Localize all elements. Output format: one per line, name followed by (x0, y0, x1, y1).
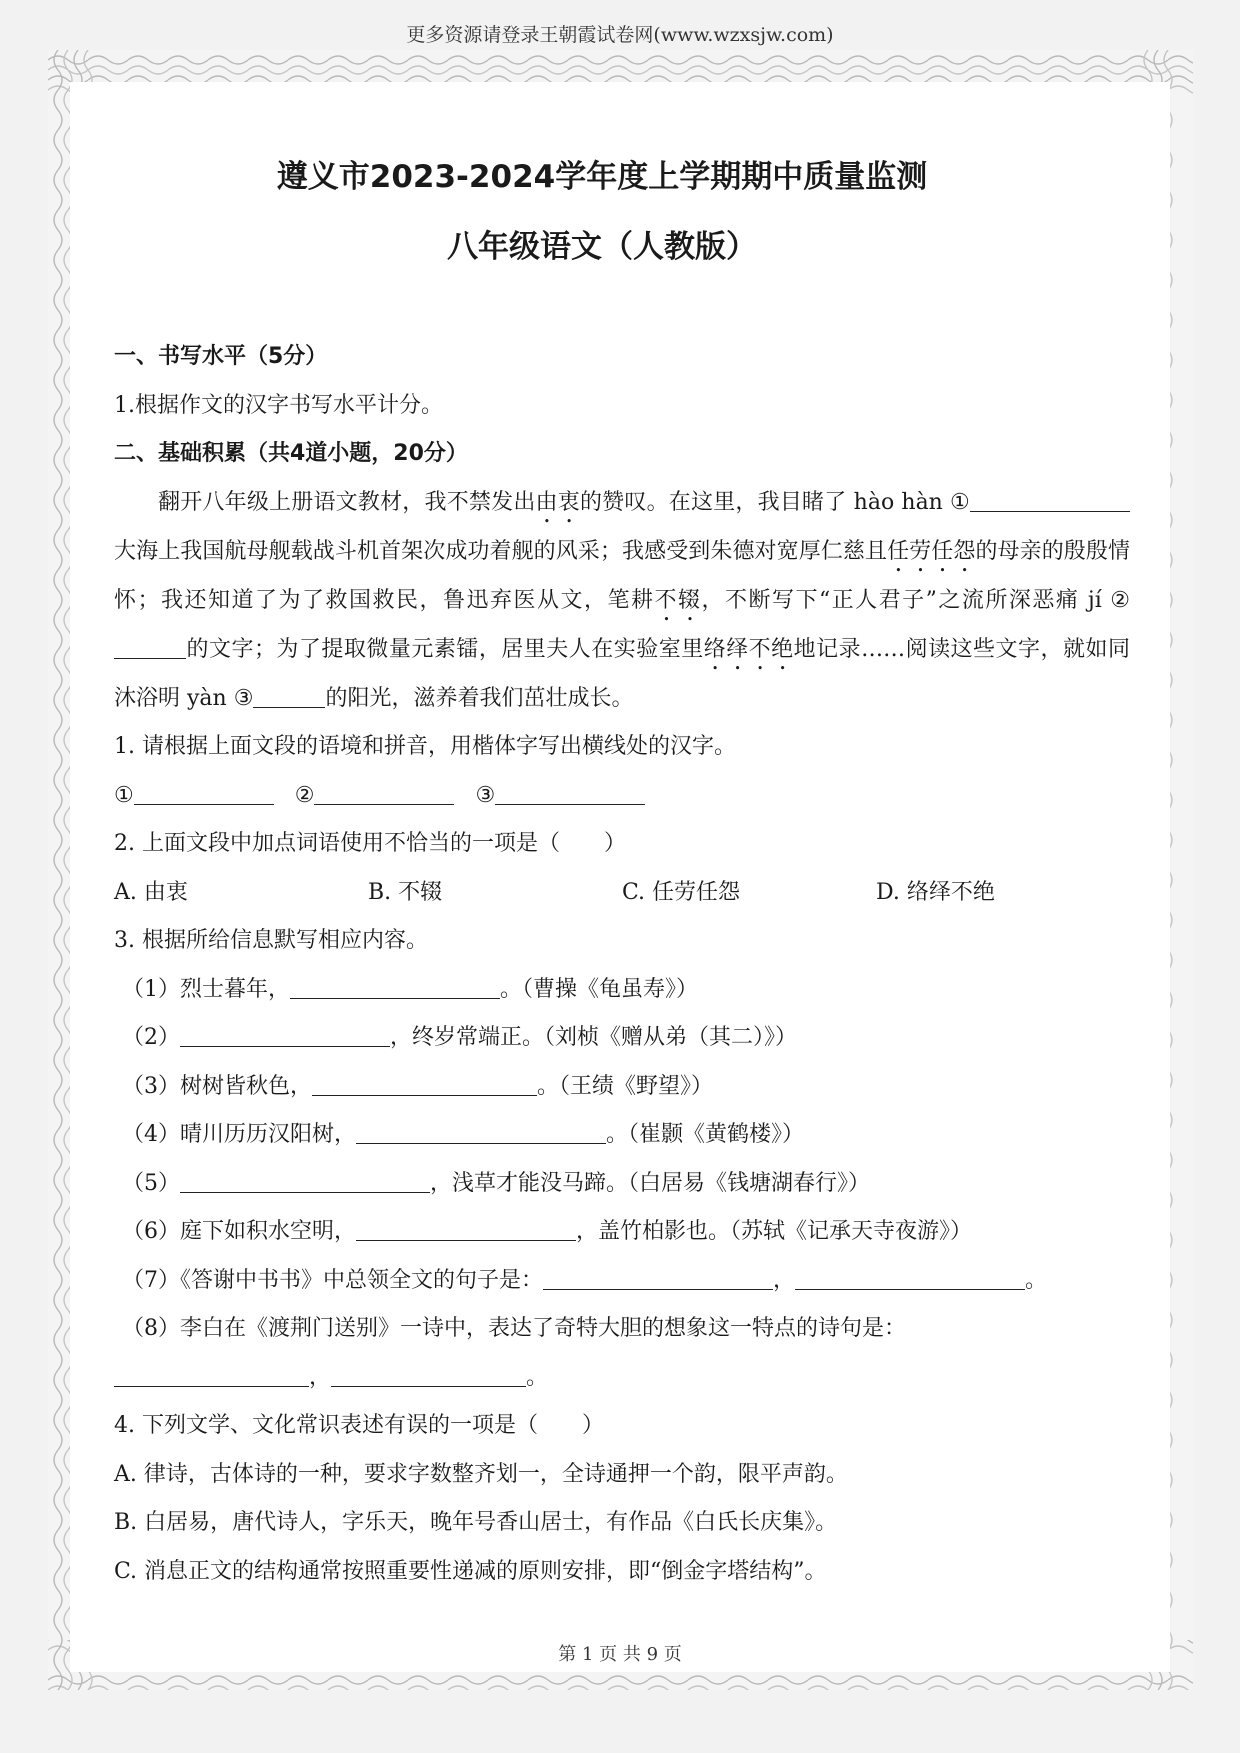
answer-blank-1[interactable] (970, 487, 1130, 512)
source-note: 更多资源请登录王朝霞试卷网(www.wzxsjw.com) (406, 24, 834, 46)
question-4-option-b[interactable]: B. 白居易，唐代诗人，字乐天，晚年号香山居士，有作品《白氏长庆集》。 (114, 1510, 838, 1535)
section-2-heading: 二、基础积累（共4道小题，20分） (114, 441, 468, 466)
question-2-options (114, 869, 1130, 918)
answer-field-1[interactable] (134, 780, 274, 805)
recitation-blank[interactable] (356, 1216, 576, 1241)
recitation-blank[interactable] (290, 974, 500, 999)
section-1-heading: 一、书写水平（5分） (114, 344, 328, 369)
question-1-answers: ① ② ③ (114, 772, 1130, 821)
recitation-blank[interactable] (114, 1362, 309, 1387)
question-2: 2. 上面文段中加点词语使用不恰当的一项是（ ） (114, 831, 626, 856)
recitation-item: （8）李白在《渡荆门送别》一诗中，表达了奇特大胆的想象这一特点的诗句是： (122, 1316, 906, 1341)
recitation-blank[interactable] (312, 1071, 537, 1096)
reading-passage: 翻开八年级上册语文教材，我不禁发出由衷的赞叹。在这里，我目睹了 hào hàn ① 大海上我国航母舰载战斗机首架次成功着舰的风采；我感受到朱德对宽厚仁慈且任劳任怨的母亲的殷殷情怀；我还知道了为了救国救民，鲁迅弃医从文，笔耕不辍，不断写下“正人君子”之流所深恶痛 jí ②的文字；为了提取微量元素镭，居里夫人在实验室里络绎不绝地记录……阅读这些文字，就如同沐浴明 yàn ③ 的阳光，滋养着我们茁壮成长。 (114, 479, 1130, 724)
answer-blank-2[interactable] (114, 634, 186, 659)
question-1: 1. 请根据上面文段的语境和拼音，用楷体字写出横线处的汉字。 (114, 734, 736, 759)
recitation-item: （2） ，终岁常端正。（刘桢《赠从弟（其二）》） (114, 1014, 1130, 1063)
exam-title: 遵义市2023-2024学年度上学期期中质量监测 (276, 159, 928, 195)
recitation-blank[interactable] (356, 1119, 606, 1144)
question-3: 3. 根据所给信息默写相应内容。 (114, 928, 428, 953)
recitation-item: （6）庭下如积水空明， ，盖竹柏影也。（苏轼《记承天寺夜游》） (114, 1208, 1130, 1257)
recitation-blank[interactable] (331, 1362, 526, 1387)
question-4-option-a[interactable]: A. 律诗，古体诗的一种，要求字数整齐划一，全诗通押一个韵，限平声韵。 (114, 1461, 848, 1487)
page-number: 第 1 页 共 9 页 (558, 1644, 682, 1665)
option-c[interactable]: C. 任劳任怨 (622, 879, 741, 905)
recitation-blank[interactable] (180, 1022, 390, 1047)
question-4-option-c[interactable]: C. 消息正文的结构通常按照重要性递减的原则安排，即“倒金字塔结构”。 (114, 1558, 827, 1584)
dotted-word: 由衷 (535, 489, 580, 515)
dotted-word: 不辍 (654, 587, 702, 613)
recitation-item: （7）《答谢中书书》中总领全文的句子是： ， 。 (114, 1257, 1130, 1306)
option-d[interactable]: D. 络绎不绝 (876, 879, 995, 905)
question-4: 4. 下列文学、文化常识表述有误的一项是（ ） (114, 1413, 604, 1438)
recitation-item: （1）烈士暮年， 。（曹操《龟虽寿》） (114, 966, 1130, 1015)
dotted-word: 络绎不绝 (703, 636, 794, 662)
dotted-word: 任劳任怨 (887, 538, 976, 564)
option-a[interactable]: A. 由衷 (114, 879, 188, 905)
section-1-question: 1.根据作文的汉字书写水平计分。 (114, 392, 443, 418)
answer-field-2[interactable] (314, 780, 454, 805)
answer-blank-3[interactable] (253, 683, 325, 708)
recitation-blank[interactable] (180, 1168, 430, 1193)
recitation-item: （3）树树皆秋色， 。（王绩《野望》） (114, 1063, 1130, 1112)
recitation-item-answer: ， 。 (114, 1354, 1130, 1403)
exam-content (114, 155, 1130, 1596)
recitation-item: （4）晴川历历汉阳树， 。（崔颢《黄鹤楼》） (114, 1111, 1130, 1160)
exam-subtitle: 八年级语文（人教版） (447, 229, 757, 265)
option-b[interactable]: B. 不辍 (368, 879, 443, 905)
answer-field-3[interactable] (495, 780, 645, 805)
recitation-item: （5） ，浅草才能没马蹄。（白居易《钱塘湖春行》） (114, 1160, 1130, 1209)
recitation-blank[interactable] (795, 1265, 1025, 1290)
recitation-blank[interactable] (543, 1265, 773, 1290)
